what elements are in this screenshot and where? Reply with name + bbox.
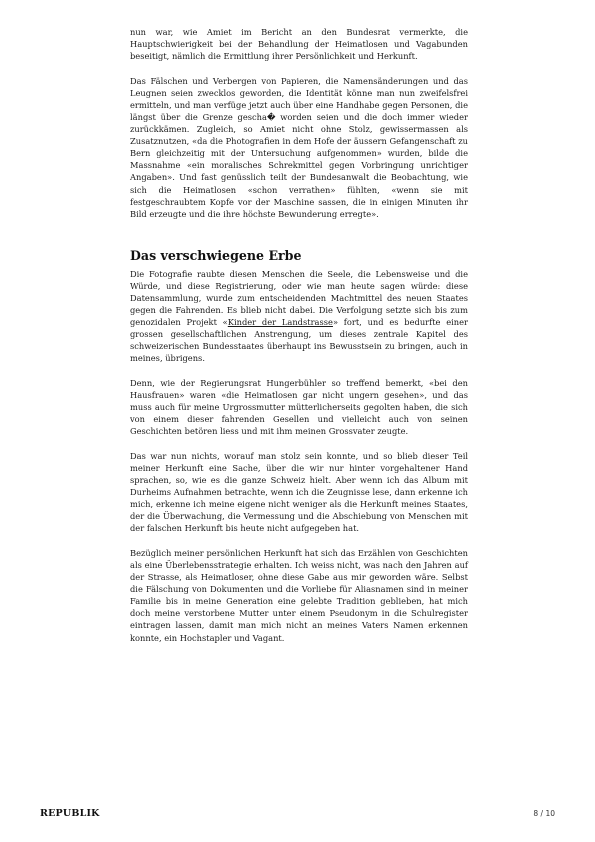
paragraph-5: Das war nun nichts, worauf man stolz sein konnte, und so blieb dieser Teil meiner Herkunft eine Sache, über die wir nur hinter vorgehaltener Hand sprachen, so, wie es die ganze Schweiz hielt. Aber wenn ich das Album mit Durheims Aufnahmen betrachte, wenn ich die Zeugnisse lese, dann erkenne ich mich, erkenne ich meine eigene nicht weniger als die Herkunft meines Staates, der die Überwachung, die Vermessung und die Abschiebung von Menschen mit der falschen Herkunft bis heute nicht aufgegeben hat. — [130, 450, 468, 534]
paragraph-1: nun war, wie Amiet im Bericht an den Bundesrat vermerkte, die Hauptschwierigkeit bei der Behandlung der Heimatlosen und Vagabunden beseitigt, nämlich die Ermittlung ihrer Persönlichkeit und Herkunft. — [130, 27, 468, 62]
article-body — [130, 26, 468, 656]
section-heading: Das verschwiegene Erbe — [130, 247, 302, 263]
paragraph-3-text-b: » fort, und es bedurfte einer grossen gesellschaftlichen Anstrengung, um dieses zentrale Kapitel des schweizerischen Bundesstaates überhaupt ins Bewusstsein zu bringen, auch in meines, übrigens. — [130, 317, 468, 364]
kinder-der-landstrasse-link[interactable]: Kinder der Landstrasse — [227, 317, 333, 328]
paragraph-2: Das Fälschen und Verbergen von Papieren, die Namensänderungen und das Leugnen seien zwecklos geworden, die Identität könne man nun zweifelsfrei ermitteln, und man verfüge jetzt auch über eine Handhabe gegen Personen, die längst über die Grenze gescha� worden seien und die doch immer wieder zurückkämen. Zugleich, so Amiet nicht ohne Stolz, gewissermassen als Zusatznutzen, «da die Photografien in dem Hofe der äussern Gefangenschaft zu Bern gleichzeitig mit der Untersuchung aufgenommen» wurden, bilde die Massnahme «ein moralisches Schrekmittel gegen Vorbringung unrichtiger Angaben». Und fast genüsslich teilt der Bundesanwalt die Beobachtung, wie sich die Heimatlosen «schon verrathen» fühlten, «wenn sie mit festgeschraubtem Kopfe vor der Maschine sassen, die in einigen Minuten ihr Bild erzeugte und die ihre höchste Bewunderung erregte». — [130, 75, 468, 219]
republik-logo: REPUBLIK — [40, 808, 100, 819]
paragraph-3 — [130, 268, 468, 365]
paragraph-4: Denn, wie der Regierungsrat Hungerbühler so treffend bemerkt, «bei den Hausfrauen» waren «die Heimatlosen gar nicht ungern gesehen», und das muss auch für meine Urgrossmutter mütterlicherseits gegolten haben, die sich von einem dieser fahrenden Gesellen und vielleicht auch von seinen Geschichten betören liess und mit ihm meinen Grossvater zeugte. — [130, 377, 468, 437]
page-number: 8 / 10 — [533, 809, 555, 818]
paragraph-6: Bezüglich meiner persönlichen Herkunft hat sich das Erzählen von Geschichten als eine Überlebensstrategie erhalten. Ich weiss nicht, was nach den Jahren auf der Strasse, als Heimatloser, ohne diese Gabe aus mir geworden wäre. Selbst die Fälschung von Dokumenten und die Vorliebe für Aliasnamen sind in meiner Familie bis in meine Generation eine gelebte Tradition geblieben, hat mich doch meine verstorbene Mutter unter einem Pseudonym in die Schulregister eintragen lassen, damit man mich nicht an meines Vaters Namen erkennen konnte, ein Hochstapler und Vagant. — [130, 547, 468, 643]
paragraph-3-text-a: Die Fotografie raubte diesen Menschen die Seele, die Lebensweise und die Würde, und diese Registrierung, oder wie man heute sagen würde: diese Datensammlung, wurde zum entscheidenden Machtmittel des neuen Staates gegen die Fahrenden. Es blieb nicht dabei. Die Verfolgung setzte sich bis zum genozidalen Projekt « — [130, 268, 468, 328]
